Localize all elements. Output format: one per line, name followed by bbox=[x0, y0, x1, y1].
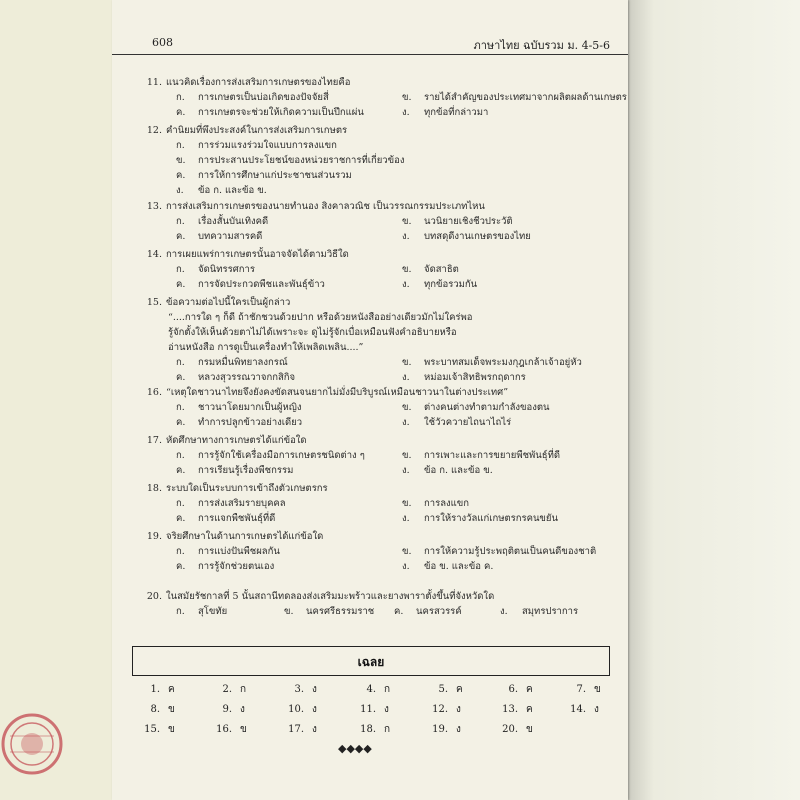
answer-key-item bbox=[284, 722, 317, 737]
answer-option bbox=[402, 545, 596, 559]
answer-option bbox=[176, 230, 262, 244]
question-number: 19. bbox=[146, 531, 162, 542]
answer-option bbox=[176, 371, 295, 385]
answer-option bbox=[402, 464, 493, 478]
question-stem: จริยศึกษาในด้านการเกษตรได้แก่ข้อใด bbox=[166, 531, 324, 542]
page-header bbox=[112, 34, 628, 55]
question-stem: คำนิยมที่พึงประสงค์ในการส่งเสริมการเกษตร bbox=[166, 125, 348, 136]
option-letter: ก. bbox=[176, 357, 185, 368]
answer-letter: ข bbox=[526, 724, 533, 735]
option-letter: ค. bbox=[176, 417, 186, 428]
answer-option bbox=[402, 278, 477, 292]
end-ornament: ◆◆◆◆ bbox=[338, 742, 372, 755]
quote-line: “....การใด ๆ ก็ดี ถ้าชักชวนด้วยปาก หรือด้วยหนังสืออย่างเดียวมักไม่ใคร่พอ bbox=[168, 312, 473, 323]
option-text: นครสวรรค์ bbox=[416, 606, 462, 617]
answer-number: 15. bbox=[144, 724, 160, 735]
option-letter: ค. bbox=[176, 231, 186, 242]
answer-number: 11. bbox=[360, 704, 376, 715]
answer-number: 17. bbox=[288, 724, 304, 735]
option-text: กรมหมื่นพิทยาลงกรณ์ bbox=[198, 357, 288, 368]
option-text: บทสดุดีงานเกษตรของไทย bbox=[424, 231, 531, 242]
answer-key-item bbox=[498, 722, 533, 737]
answer-number: 20. bbox=[502, 724, 518, 735]
answer-option bbox=[176, 139, 337, 153]
option-letter: ข. bbox=[402, 546, 412, 557]
option-letter: ก. bbox=[176, 546, 185, 557]
option-text: การให้รางวัลแก่เกษตรกรคนขยัน bbox=[424, 513, 558, 524]
option-text: นครศรีธรรมราช bbox=[306, 606, 375, 617]
option-text: การร่วมแรงร่วมใจแบบการลงแขก bbox=[198, 140, 337, 151]
answer-key-item bbox=[284, 682, 317, 697]
answer-number: 19. bbox=[432, 724, 448, 735]
answer-option bbox=[402, 356, 582, 370]
answer-key-item bbox=[356, 682, 390, 697]
answer-number: 4. bbox=[366, 684, 376, 695]
option-text: ทุกข้อที่กล่าวมา bbox=[424, 107, 489, 118]
option-text: เรื่องสั้นบันเทิงคดี bbox=[198, 216, 269, 227]
answer-option bbox=[176, 356, 288, 370]
answer-option bbox=[402, 401, 550, 415]
question-stem: ข้อความต่อไปนี้ใครเป็นผู้กล่าว bbox=[166, 297, 291, 308]
option-letter: ค. bbox=[176, 170, 186, 181]
answer-letter: ก bbox=[240, 684, 247, 695]
option-letter: ง. bbox=[402, 417, 410, 428]
option-letter: ง. bbox=[402, 279, 410, 290]
option-text: ข้อ ข. และข้อ ค. bbox=[424, 561, 494, 572]
book-page bbox=[112, 0, 628, 800]
option-letter: ง. bbox=[402, 231, 410, 242]
answer-number: 3. bbox=[294, 684, 304, 695]
option-letter: ก. bbox=[176, 92, 185, 103]
answer-key-item bbox=[566, 682, 601, 697]
option-text: หม่อมเจ้าสิทธิพรกฤดากร bbox=[424, 372, 526, 383]
answer-letter: ง bbox=[312, 684, 317, 695]
option-letter: ก. bbox=[176, 264, 185, 275]
option-letter: ง. bbox=[176, 185, 184, 196]
option-text: การลงแขก bbox=[424, 498, 470, 509]
option-letter: ค. bbox=[176, 279, 186, 290]
answer-key-item bbox=[428, 682, 463, 697]
answer-key-item bbox=[140, 702, 175, 717]
option-text: พระบาทสมเด็จพระมงกุฎเกล้าเจ้าอยู่หัว bbox=[424, 357, 582, 368]
option-letter: ก. bbox=[176, 606, 185, 617]
option-letter: ข. bbox=[402, 357, 412, 368]
answer-number: 9. bbox=[222, 704, 232, 715]
question-number: 18. bbox=[146, 483, 162, 494]
option-text: การรู้จักใช้เครื่องมือการเกษตรชนิดต่าง ๆ bbox=[198, 450, 365, 461]
option-text: รายได้สำคัญของประเทศมาจากผลิตผลด้านเกษตร bbox=[424, 92, 627, 103]
question-stem: แนวคิดเรื่องการส่งเสริมการเกษตรของไทยคือ bbox=[166, 77, 351, 88]
question-number: 13. bbox=[146, 201, 162, 212]
option-letter: ข. bbox=[402, 92, 412, 103]
option-text: ข้อ ก. และข้อ ข. bbox=[198, 185, 267, 196]
answer-number: 5. bbox=[438, 684, 448, 695]
option-text: ทุกข้อรวมกัน bbox=[424, 279, 478, 290]
answer-option bbox=[176, 91, 329, 105]
question-number: 20. bbox=[146, 591, 162, 602]
question-stem: การเผยแพร่การเกษตรนั้นอาจจัดได้ตามวิธีใด bbox=[166, 249, 349, 260]
answer-option bbox=[402, 263, 459, 277]
answer-option bbox=[500, 605, 578, 619]
answer-option bbox=[176, 560, 274, 574]
answer-option bbox=[402, 497, 469, 511]
answer-option bbox=[176, 169, 352, 183]
option-text: การให้การศึกษาแก่ประชาชนส่วนรวม bbox=[198, 170, 352, 181]
answer-letter: ข bbox=[168, 724, 175, 735]
question-stem: ในสมัยรัชกาลที่ 5 นั้นสถานีทดลองส่งเสริมมะพร้าวและยางพาราตั้งขึ้นที่จังหวัดใด bbox=[166, 591, 495, 602]
option-text: การเพาะและการขยายพืชพันธุ์ที่ดี bbox=[424, 450, 561, 461]
answer-letter: ง bbox=[456, 724, 461, 735]
answer-option bbox=[402, 449, 560, 463]
option-text: ชาวนาโดยมากเป็นผู้หญิง bbox=[198, 402, 302, 413]
answer-letter: ง bbox=[312, 704, 317, 715]
option-text: การประสานประโยชน์ของหน่วยราชการที่เกี่ยวข้อง bbox=[198, 155, 405, 166]
answer-number: 12. bbox=[432, 704, 448, 715]
answer-option bbox=[284, 605, 374, 619]
option-letter: ง. bbox=[402, 513, 410, 524]
answer-letter: ข bbox=[240, 724, 247, 735]
option-text: การเรียนรู้เรื่องพืชกรรม bbox=[198, 465, 294, 476]
answer-number: 2. bbox=[222, 684, 232, 695]
answer-option bbox=[176, 416, 302, 430]
option-letter: ข. bbox=[402, 402, 412, 413]
answer-option bbox=[402, 371, 526, 385]
answer-key-item bbox=[212, 702, 245, 717]
question-stem: หัดศึกษาทางการเกษตรได้แก่ข้อใด bbox=[166, 435, 307, 446]
option-text: จัดสาธิต bbox=[424, 264, 459, 275]
option-text: การเกษตรจะช่วยให้เกิดความเป็นปึกแผ่น bbox=[198, 107, 364, 118]
answer-letter: ง bbox=[240, 704, 245, 715]
option-text: จัดนิทรรศการ bbox=[198, 264, 255, 275]
question-stem: ระบบใดเป็นระบบการเข้าถึงตัวเกษตรกร bbox=[166, 483, 328, 494]
option-letter: ค. bbox=[176, 465, 186, 476]
option-letter: ก. bbox=[176, 140, 185, 151]
answer-letter: ก bbox=[384, 724, 391, 735]
option-letter: ข. bbox=[284, 606, 294, 617]
question-number: 16. bbox=[146, 387, 162, 398]
answer-letter: ค bbox=[526, 704, 533, 715]
answer-letter: ค bbox=[526, 684, 533, 695]
option-text: การให้ความรู้ประพฤติตนเป็นคนดีของชาติ bbox=[424, 546, 597, 557]
answer-option bbox=[176, 464, 293, 478]
adjacent-page-edge bbox=[624, 0, 800, 800]
answer-option bbox=[402, 91, 627, 105]
option-letter: ง. bbox=[402, 561, 410, 572]
answer-option bbox=[176, 401, 301, 415]
option-text: การส่งเสริมรายบุคคล bbox=[198, 498, 286, 509]
option-letter: ค. bbox=[176, 561, 186, 572]
question-number: 12. bbox=[146, 125, 162, 136]
answer-option bbox=[402, 512, 558, 526]
answer-number: 7. bbox=[576, 684, 586, 695]
question-number: 15. bbox=[146, 297, 162, 308]
answer-option bbox=[402, 215, 513, 229]
answer-number: 16. bbox=[216, 724, 232, 735]
page-number: 608 bbox=[152, 36, 173, 49]
answer-key-box bbox=[132, 646, 610, 676]
answer-letter: ข bbox=[168, 704, 175, 715]
answer-number: 18. bbox=[360, 724, 376, 735]
library-stamp bbox=[0, 712, 64, 776]
answer-option bbox=[394, 605, 462, 619]
option-letter: ง. bbox=[402, 107, 410, 118]
option-letter: ก. bbox=[176, 216, 185, 227]
answer-key-item bbox=[428, 702, 461, 717]
option-letter: ค. bbox=[176, 372, 186, 383]
answer-option bbox=[402, 230, 531, 244]
answer-key-item bbox=[284, 702, 317, 717]
answer-key-item bbox=[498, 682, 533, 697]
option-letter: ข. bbox=[402, 216, 412, 227]
option-letter: ก. bbox=[176, 498, 185, 509]
answer-option bbox=[402, 416, 511, 430]
answer-number: 6. bbox=[508, 684, 518, 695]
answer-letter: ค bbox=[456, 684, 463, 695]
option-text: การแบ่งปันพืชผลกัน bbox=[198, 546, 280, 557]
answer-letter: ง bbox=[456, 704, 461, 715]
answer-option bbox=[402, 560, 493, 574]
question-stem: การส่งเสริมการเกษตรของนายทำนอง สิงคาลวณิช เป็นวรรณกรรมประเภทไหน bbox=[166, 201, 485, 212]
option-text: บทความสารคดี bbox=[198, 231, 263, 242]
answer-letter: ค bbox=[168, 684, 175, 695]
option-text: สุโขทัย bbox=[198, 606, 228, 617]
question-number: 14. bbox=[146, 249, 162, 260]
answer-number: 1. bbox=[150, 684, 160, 695]
answer-number: 10. bbox=[288, 704, 304, 715]
question-number: 17. bbox=[146, 435, 162, 446]
answer-key-item bbox=[212, 682, 246, 697]
option-text: การแจกพืชพันธุ์ที่ดี bbox=[198, 513, 276, 524]
answer-key-item bbox=[566, 702, 599, 717]
header-title: ภาษาไทย ฉบับรวม ม. 4-5-6 bbox=[473, 39, 610, 52]
option-letter: ค. bbox=[176, 513, 186, 524]
answer-option bbox=[176, 449, 365, 463]
option-letter: ก. bbox=[176, 402, 185, 413]
option-text: ข้อ ก. และข้อ ข. bbox=[424, 465, 493, 476]
answer-option bbox=[176, 512, 275, 526]
option-letter: ข. bbox=[176, 155, 186, 166]
answer-option bbox=[176, 278, 325, 292]
option-letter: ค. bbox=[176, 107, 186, 118]
option-text: ทำการปลูกข้าวอย่างเดียว bbox=[198, 417, 303, 428]
answer-number: 13. bbox=[502, 704, 518, 715]
option-letter: ง. bbox=[402, 372, 410, 383]
answer-letter: ง bbox=[312, 724, 317, 735]
answer-option bbox=[402, 106, 488, 120]
option-letter: ก. bbox=[176, 450, 185, 461]
answer-key-item bbox=[498, 702, 533, 717]
answer-option bbox=[176, 545, 280, 559]
answer-option bbox=[176, 106, 364, 120]
answer-key-item bbox=[212, 722, 247, 737]
option-text: สมุทรปราการ bbox=[522, 606, 579, 617]
option-text: หลวงสุวรรณวาจกกสิกิจ bbox=[198, 372, 296, 383]
quote-line: รู้จักตั้งให้เห็นด้วยตาไม่ได้เพราะจะ ดูไม่รู้จักเบื่อเหมือนฟังคำอธิบายหรือ bbox=[168, 327, 457, 338]
answer-letter: ง bbox=[594, 704, 599, 715]
answer-letter: ก bbox=[384, 684, 391, 695]
option-text: ต่างคนต่างทำตามกำลังของตน bbox=[424, 402, 550, 413]
answer-key-title: เฉลย bbox=[357, 655, 385, 669]
option-text: ใช้วัวควายไถนาไถไร่ bbox=[424, 417, 512, 428]
answer-key-item bbox=[356, 702, 389, 717]
answer-option bbox=[176, 263, 255, 277]
answer-option bbox=[176, 605, 227, 619]
option-text: การเกษตรเป็นบ่อเกิดของปัจจัยสี่ bbox=[198, 92, 329, 103]
answer-letter: ง bbox=[384, 704, 389, 715]
option-letter: ง. bbox=[500, 606, 508, 617]
option-letter: ข. bbox=[402, 264, 412, 275]
answer-key-item bbox=[140, 682, 175, 697]
answer-option bbox=[176, 154, 404, 168]
option-letter: ข. bbox=[402, 450, 412, 461]
answer-option bbox=[176, 184, 267, 198]
option-letter: ค. bbox=[394, 606, 404, 617]
answer-key-item bbox=[428, 722, 461, 737]
option-text: การจัดประกวดพืชและพันธุ์ข้าว bbox=[198, 279, 325, 290]
answer-option bbox=[176, 497, 286, 511]
question-number: 11. bbox=[146, 77, 162, 88]
answer-option bbox=[176, 215, 268, 229]
answer-number: 8. bbox=[150, 704, 160, 715]
answer-key-item bbox=[356, 722, 390, 737]
answer-letter: ข bbox=[594, 684, 601, 695]
answer-number: 14. bbox=[570, 704, 586, 715]
option-letter: ง. bbox=[402, 465, 410, 476]
answer-key-item bbox=[140, 722, 175, 737]
option-text: นวนิยายเชิงชีวประวัติ bbox=[424, 216, 513, 227]
question-stem: “เหตุใดชาวนาไทยจึงยังคงขัดสนจนยากไม่มั่งมีบริบูรณ์เหมือนชาวนาในต่างประเทศ” bbox=[166, 387, 509, 398]
option-text: การรู้จักช่วยตนเอง bbox=[198, 561, 275, 572]
option-letter: ข. bbox=[402, 498, 412, 509]
quote-line: อ่านหนังสือ การดูเป็นเครื่องทำให้เพลิดเพลิน....” bbox=[168, 342, 364, 353]
